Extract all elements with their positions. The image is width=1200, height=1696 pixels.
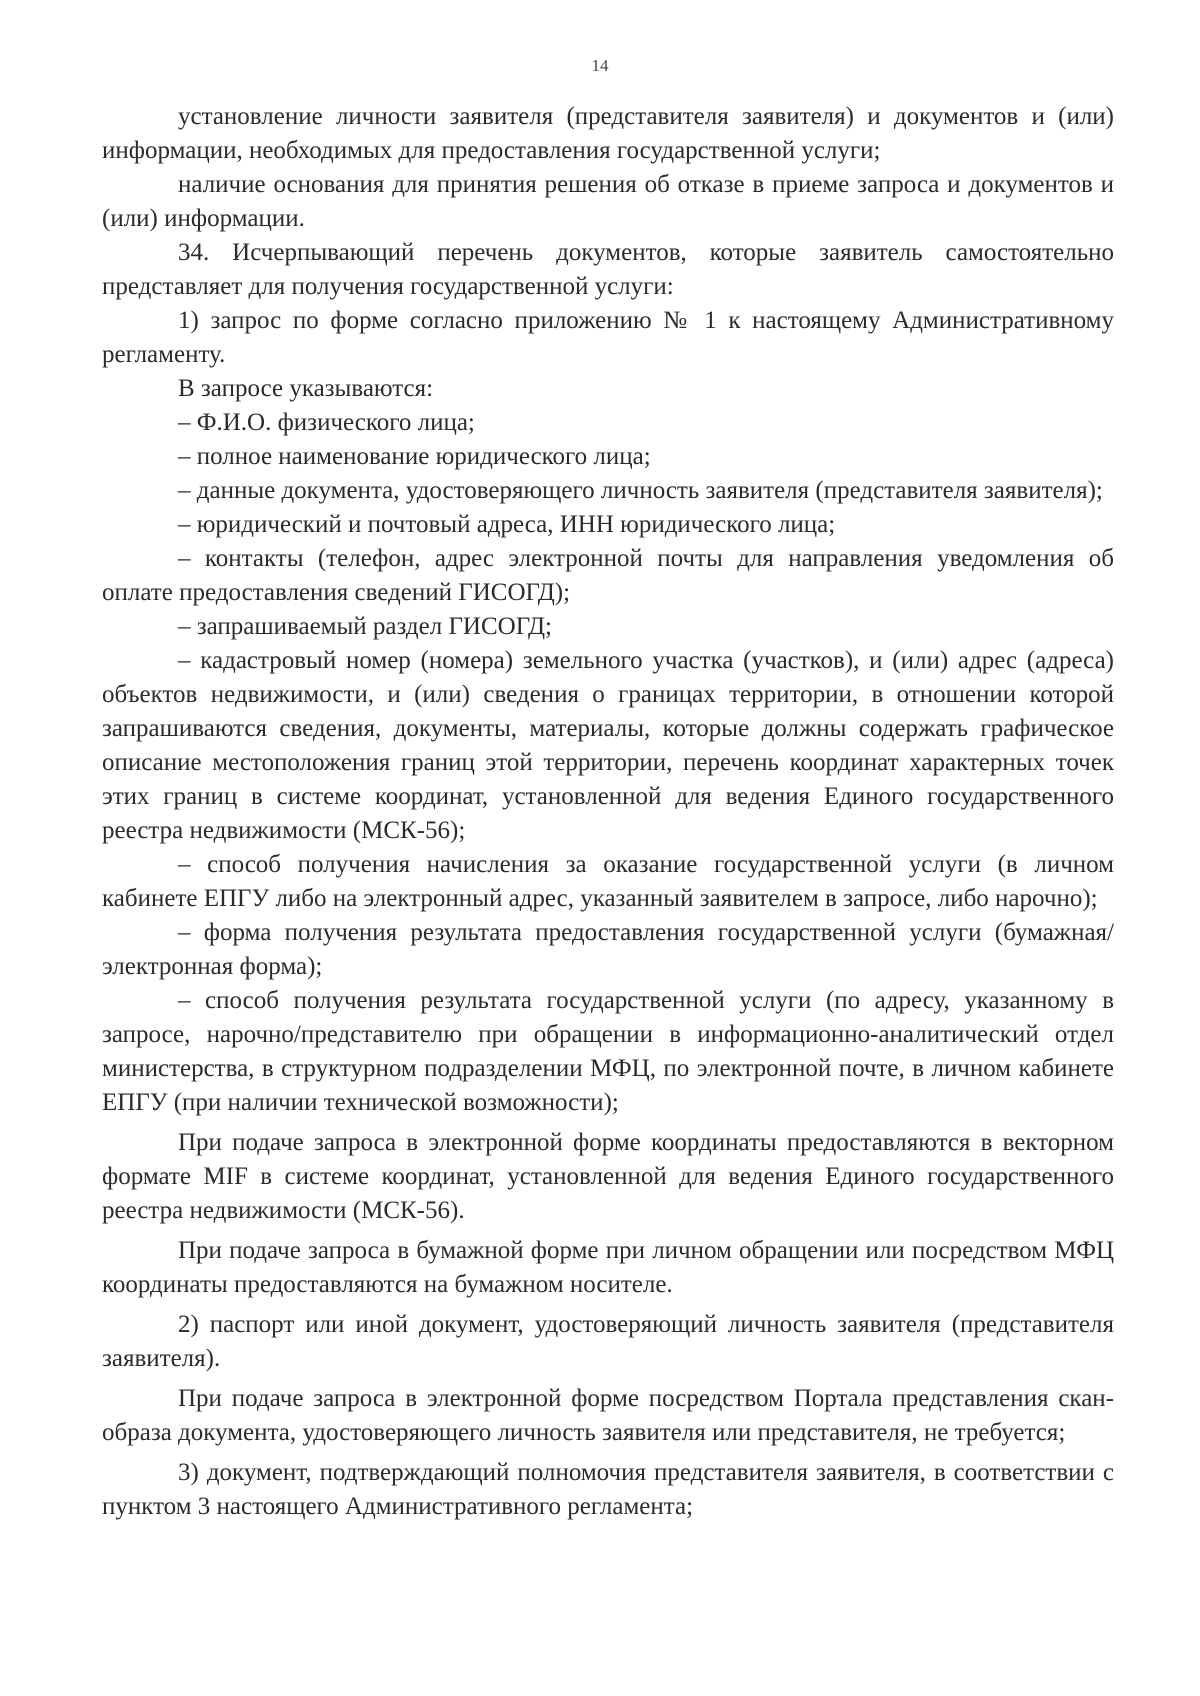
list-item: – кадастровый номер (номера) земельного участка (участков), и (или) адрес (адреса) объектов недвижимости, и (или) сведения о границах территории, в отношении которой запрашиваются сведения, документы, материалы, которые должны содержать графическое описание местоположения границ этой территории, перечень координат характерных точек этих границ в системе координат, установленной для ведения Единого государственного реестра недвижимости (МСК-56); xyxy=(102,647,1114,844)
list-item: – Ф.И.О. физического лица; xyxy=(178,409,475,436)
paragraph: В запросе указываются: xyxy=(178,375,434,402)
list-item: – запрашиваемый раздел ГИСОГД; xyxy=(178,613,552,640)
list-item: – юридический и почтовый адреса, ИНН юридического лица; xyxy=(178,511,836,538)
paragraph: При подаче запроса в электронной форме посредством Портала представления скан-образа документа, удостоверяющего личность заявителя или представителя, не требуется; xyxy=(102,1385,1114,1446)
list-item: – полное наименование юридического лица; xyxy=(178,443,651,470)
paragraph: 3) документ, подтверждающий полномочия представителя заявителя, в соответствии с пунктом 3 настоящего Административного регламента; xyxy=(102,1459,1114,1520)
paragraph: При подаче запроса в электронной форме координаты предоставляются в векторном формате MIF в системе координат, установленной для ведения Единого государственного реестра недвижимости (МСК-56). xyxy=(102,1129,1114,1224)
list-item: – способ получения результата государственной услуги (по адресу, указанному в запросе, нарочно/представителю при обращении в информационно-аналитический отдел министерства, в структурном подразделении МФЦ, по электронной почте, в личном кабинете ЕПГУ (при наличии технической возможности); xyxy=(102,987,1114,1116)
paragraph: установление личности заявителя (представителя заявителя) и документов и (или) информации, необходимых для предоставления государственной услуги; xyxy=(102,103,1114,164)
paragraph: 1) запрос по форме согласно приложению № 1 к настоящему Административному регламенту. xyxy=(102,307,1114,368)
paragraph: При подаче запроса в бумажной форме при личном обращении или посредством МФЦ координаты предоставляются на бумажном носителе. xyxy=(102,1237,1114,1298)
document-body xyxy=(102,100,1114,1524)
page-number: 14 xyxy=(591,56,609,75)
list-item: – данные документа, удостоверяющего личность заявителя (представителя заявителя); xyxy=(178,477,1103,504)
paragraph: 2) паспорт или иной документ, удостоверяющий личность заявителя (представителя заявителя). xyxy=(102,1311,1114,1372)
list-item: – способ получения начисления за оказание государственной услуги (в личном кабинете ЕПГУ либо на электронный адрес, указанный заявителем в запросе, либо нарочно); xyxy=(102,851,1114,912)
list-item: – контакты (телефон, адрес электронной почты для направления уведомления об оплате предоставления сведений ГИСОГД); xyxy=(102,545,1114,606)
paragraph: наличие основания для принятия решения об отказе в приеме запроса и документов и (или) информации. xyxy=(102,171,1114,232)
paragraph: 34. Исчерпывающий перечень документов, которые заявитель самостоятельно представляет для получения государственной услуги: xyxy=(102,239,1114,300)
list-item: – форма получения результата предоставления государственной услуги (бумажная/электронная форма); xyxy=(102,919,1114,980)
